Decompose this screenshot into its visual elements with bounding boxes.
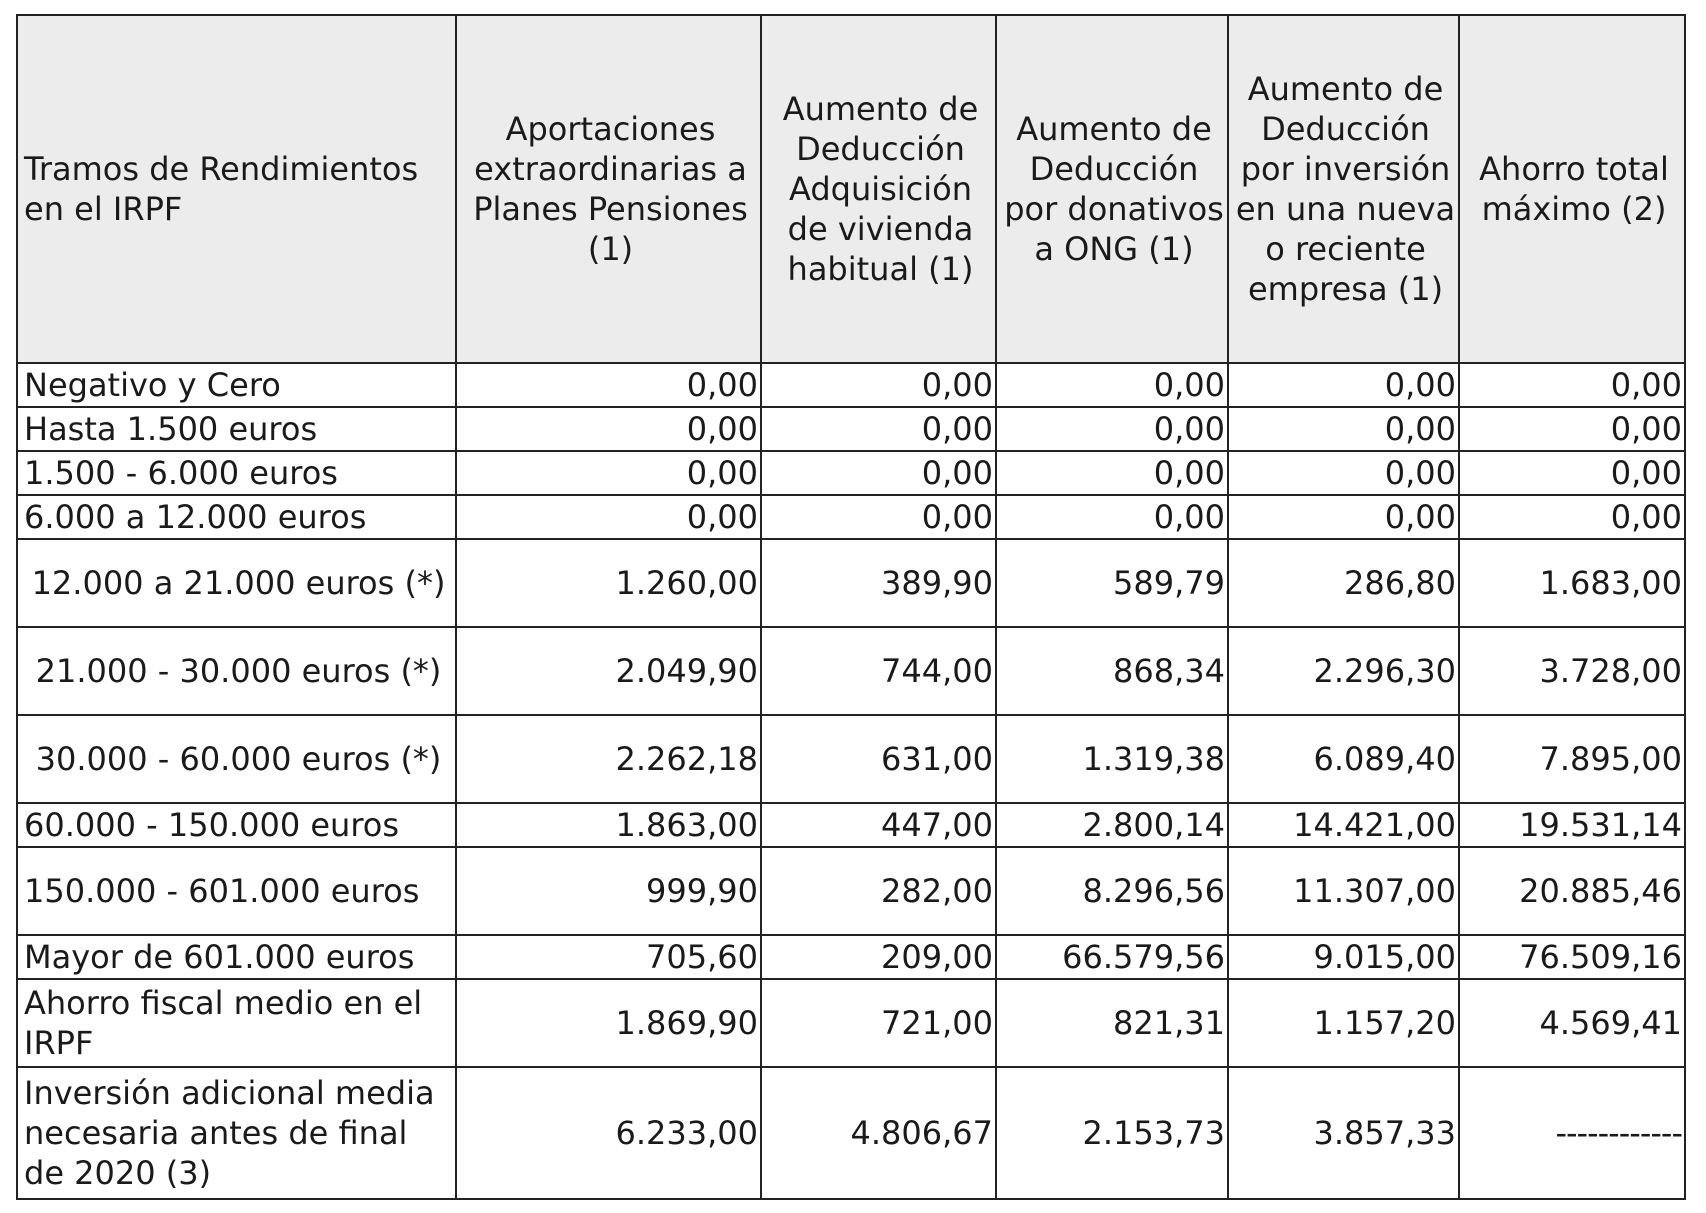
- table-row: [17, 847, 1685, 935]
- cell-value: 631,00: [761, 715, 996, 803]
- cell-value: 0,00: [1228, 451, 1459, 495]
- cell-value: 0,00: [1459, 451, 1685, 495]
- cell-value: 868,34: [996, 627, 1228, 715]
- header-vivienda: Aumento de Deducción Adquisición de vivienda habitual (1): [761, 15, 996, 363]
- cell-value: 2.262,18: [456, 715, 761, 803]
- cell-value: 0,00: [761, 495, 996, 539]
- cell-value: 589,79: [996, 539, 1228, 627]
- cell-value: 1.319,38: [996, 715, 1228, 803]
- cell-value: 1.683,00: [1459, 539, 1685, 627]
- table-row: [17, 495, 1685, 539]
- cell-value: 282,00: [761, 847, 996, 935]
- table-row: [17, 1067, 1685, 1199]
- cell-value: 76.509,16: [1459, 935, 1685, 979]
- cell-value: 389,90: [761, 539, 996, 627]
- table-container: [16, 14, 1686, 1200]
- cell-value: 19.531,14: [1459, 803, 1685, 847]
- table-row: [17, 363, 1685, 407]
- cell-value: 999,90: [456, 847, 761, 935]
- cell-value: 2.153,73: [996, 1067, 1228, 1199]
- cell-value: 0,00: [456, 495, 761, 539]
- row-label: 1.500 - 6.000 euros: [17, 451, 456, 495]
- cell-value: 4.569,41: [1459, 979, 1685, 1067]
- header-inversion-empresa: Aumento de Deducción por inversión en una nueva o reciente empresa (1): [1228, 15, 1459, 363]
- cell-value: 6.233,00: [456, 1067, 761, 1199]
- irpf-savings-table: [16, 14, 1686, 1200]
- cell-value: 1.260,00: [456, 539, 761, 627]
- row-label: 150.000 - 601.000 euros: [17, 847, 456, 935]
- table-row: [17, 803, 1685, 847]
- table-row: [17, 539, 1685, 627]
- table-row: [17, 451, 1685, 495]
- cell-value: 7.895,00: [1459, 715, 1685, 803]
- cell-value: 0,00: [1459, 407, 1685, 451]
- table-row: [17, 627, 1685, 715]
- cell-value: 209,00: [761, 935, 996, 979]
- row-label: 60.000 - 150.000 euros: [17, 803, 456, 847]
- cell-value: 1.863,00: [456, 803, 761, 847]
- cell-value: 0,00: [761, 363, 996, 407]
- cell-value: 0,00: [1459, 363, 1685, 407]
- cell-value: 11.307,00: [1228, 847, 1459, 935]
- header-tramos: Tramos de Rendimientos en el IRPF: [17, 15, 456, 363]
- table-header-row: [17, 15, 1685, 363]
- cell-value: 0,00: [456, 407, 761, 451]
- cell-value: 14.421,00: [1228, 803, 1459, 847]
- cell-value: 0,00: [761, 451, 996, 495]
- cell-value: 705,60: [456, 935, 761, 979]
- cell-value: 0,00: [1228, 363, 1459, 407]
- cell-value: 1.157,20: [1228, 979, 1459, 1067]
- row-label: Hasta 1.500 euros: [17, 407, 456, 451]
- cell-value: 1.869,90: [456, 979, 761, 1067]
- table-row: [17, 715, 1685, 803]
- row-label: 6.000 a 12.000 euros: [17, 495, 456, 539]
- cell-value: 20.885,46: [1459, 847, 1685, 935]
- cell-value: 6.089,40: [1228, 715, 1459, 803]
- cell-value: 3.728,00: [1459, 627, 1685, 715]
- cell-value: 66.579,56: [996, 935, 1228, 979]
- table-row: [17, 979, 1685, 1067]
- cell-value: 0,00: [1228, 495, 1459, 539]
- row-label: 30.000 - 60.000 euros (*): [17, 715, 456, 803]
- header-donativos: Aumento de Deducción por donativos a ONG (1): [996, 15, 1228, 363]
- cell-value: 0,00: [996, 451, 1228, 495]
- cell-value: 744,00: [761, 627, 996, 715]
- cell-value: 0,00: [1228, 407, 1459, 451]
- row-label: Inversión adicional media necesaria antes de final de 2020 (3): [17, 1067, 456, 1199]
- cell-value: 9.015,00: [1228, 935, 1459, 979]
- cell-value: 0,00: [456, 451, 761, 495]
- cell-value: 0,00: [456, 363, 761, 407]
- header-ahorro-total: Ahorro total máximo (2): [1459, 15, 1685, 363]
- row-label: 12.000 a 21.000 euros (*): [17, 539, 456, 627]
- cell-value: 0,00: [1459, 495, 1685, 539]
- table-row: [17, 935, 1685, 979]
- cell-value: 0,00: [761, 407, 996, 451]
- row-label: Negativo y Cero: [17, 363, 456, 407]
- cell-value: 447,00: [761, 803, 996, 847]
- cell-value: 2.800,14: [996, 803, 1228, 847]
- row-label: 21.000 - 30.000 euros (*): [17, 627, 456, 715]
- cell-value: 2.049,90: [456, 627, 761, 715]
- cell-value: 821,31: [996, 979, 1228, 1067]
- header-aportaciones: Aportaciones extraordinarias a Planes Pensiones (1): [456, 15, 761, 363]
- cell-value: 3.857,33: [1228, 1067, 1459, 1199]
- cell-value: 721,00: [761, 979, 996, 1067]
- cell-value: 0,00: [996, 407, 1228, 451]
- cell-value: 4.806,67: [761, 1067, 996, 1199]
- cell-value: 286,80: [1228, 539, 1459, 627]
- cell-value: 0,00: [996, 495, 1228, 539]
- cell-value: 0,00: [996, 363, 1228, 407]
- table-row: [17, 407, 1685, 451]
- cell-value: ------------: [1459, 1067, 1685, 1199]
- cell-value: 8.296,56: [996, 847, 1228, 935]
- cell-value: 2.296,30: [1228, 627, 1459, 715]
- table-body: [17, 363, 1685, 1199]
- row-label: Mayor de 601.000 euros: [17, 935, 456, 979]
- row-label: Ahorro fiscal medio en el IRPF: [17, 979, 456, 1067]
